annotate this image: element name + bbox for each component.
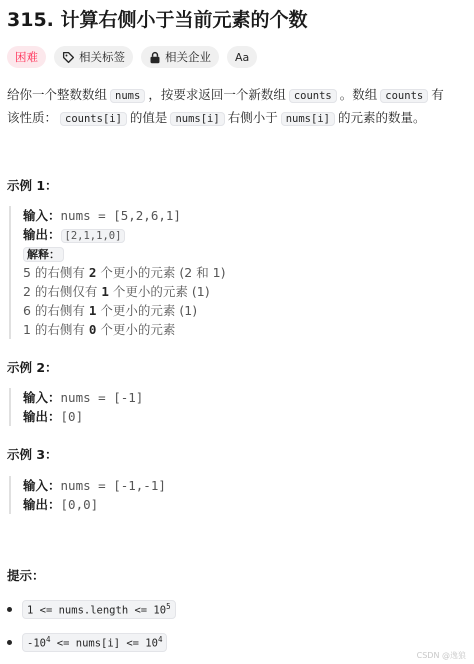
description-line-1 <box>7 84 467 107</box>
input-label: 输入： <box>23 390 61 405</box>
example-input-row <box>23 476 166 495</box>
tag-bar <box>7 45 257 69</box>
description-line-2 <box>7 107 467 130</box>
explain-line <box>23 263 226 282</box>
explain-line <box>23 320 226 339</box>
input-label: 输入： <box>23 208 61 223</box>
example-3-heading: 示例 3： <box>7 447 58 462</box>
example-2-block <box>9 388 143 426</box>
output-label: 输出： <box>23 409 61 424</box>
explain-count: 2 <box>88 265 97 280</box>
example-output-row <box>23 495 166 514</box>
example-1-heading: 示例 1： <box>7 178 58 193</box>
problem-description <box>7 84 467 130</box>
exponent: 5 <box>166 602 171 611</box>
lock-icon <box>149 51 161 64</box>
text: 的元素的数量。 <box>337 110 426 125</box>
text: 该性质： <box>7 110 58 125</box>
related-tags-label: 相关标签 <box>79 50 125 64</box>
constraint-text: 1 <= nums.length <= 10 <box>27 604 167 617</box>
explain-count: 0 <box>88 322 97 337</box>
related-companies-button[interactable] <box>141 46 219 68</box>
input-value: nums = [5,2,6,1] <box>60 208 181 223</box>
output-value: [2,1,1,0] <box>61 229 126 243</box>
exponent: 4 <box>45 635 51 644</box>
text: 的值是 <box>129 110 168 125</box>
explain-line <box>23 282 226 301</box>
bullet-icon <box>7 640 12 645</box>
inline-code: nums <box>110 89 145 103</box>
explain-text: 个更小的元素 <box>96 322 176 337</box>
constraint-item <box>7 600 176 619</box>
bullet-icon <box>7 607 12 612</box>
output-label: 输出： <box>23 497 61 512</box>
text: 。数组 <box>339 87 378 102</box>
example-input-row <box>23 206 226 225</box>
explain-label: 解释： <box>23 247 64 262</box>
example-1-block <box>9 206 226 339</box>
text: 右侧小于 <box>227 110 278 125</box>
explain-text: 5 的右侧有 <box>23 265 89 280</box>
translate-icon: Aa <box>235 50 250 64</box>
tag-icon <box>62 51 75 64</box>
exponent: 4 <box>157 635 163 644</box>
constraint-text: -10 <box>27 637 46 650</box>
difficulty-badge[interactable]: 困难 <box>7 46 46 68</box>
text: 给你一个整数数组 <box>7 87 108 102</box>
explain-count: 1 <box>101 284 109 299</box>
input-value: nums = [-1,-1] <box>60 478 166 493</box>
output-value: [0] <box>60 409 84 424</box>
explain-text: 6 的右侧有 <box>23 303 89 318</box>
example-output-row <box>23 225 226 244</box>
text: 有 <box>431 87 444 102</box>
output-value: [0,0] <box>60 497 99 512</box>
explain-line <box>23 301 226 320</box>
example-2-heading: 示例 2： <box>7 360 58 375</box>
explain-text: 1 的右侧有 <box>23 322 89 337</box>
inline-code: counts[i] <box>60 112 127 126</box>
example-output-row <box>23 407 143 426</box>
explain-count: 1 <box>88 303 97 318</box>
example-explain-row <box>23 244 226 263</box>
constraints-heading: 提示： <box>7 568 45 583</box>
related-companies-label: 相关企业 <box>165 50 211 64</box>
input-value: nums = [-1] <box>60 390 144 405</box>
constraint-code <box>22 600 176 619</box>
explain-text: 个更小的元素 (2 和 1) <box>96 265 226 280</box>
inline-code: nums[i] <box>170 112 224 126</box>
watermark: CSDN @逸狼 <box>416 651 466 660</box>
explain-text: 2 的右侧仅有 <box>23 284 102 299</box>
output-label: 输出： <box>23 227 61 242</box>
constraint-code <box>22 633 167 652</box>
explain-text: 个更小的元素 (1) <box>96 303 198 318</box>
related-tags-button[interactable] <box>54 46 133 68</box>
inline-code: nums[i] <box>281 112 335 126</box>
explain-text: 个更小的元素 (1) <box>108 284 210 299</box>
problem-title: 315. 计算右侧小于当前元素的个数 <box>7 9 308 31</box>
example-input-row <box>23 388 143 407</box>
font-toggle-button[interactable] <box>227 46 257 68</box>
text: ，按要求返回一个新数组 <box>148 87 286 102</box>
inline-code: counts <box>380 89 428 103</box>
input-label: 输入： <box>23 478 61 493</box>
constraint-text: <= nums[i] <= 10 <box>50 637 158 650</box>
constraint-item <box>7 633 167 652</box>
example-3-block <box>9 476 166 514</box>
inline-code: counts <box>289 89 337 103</box>
